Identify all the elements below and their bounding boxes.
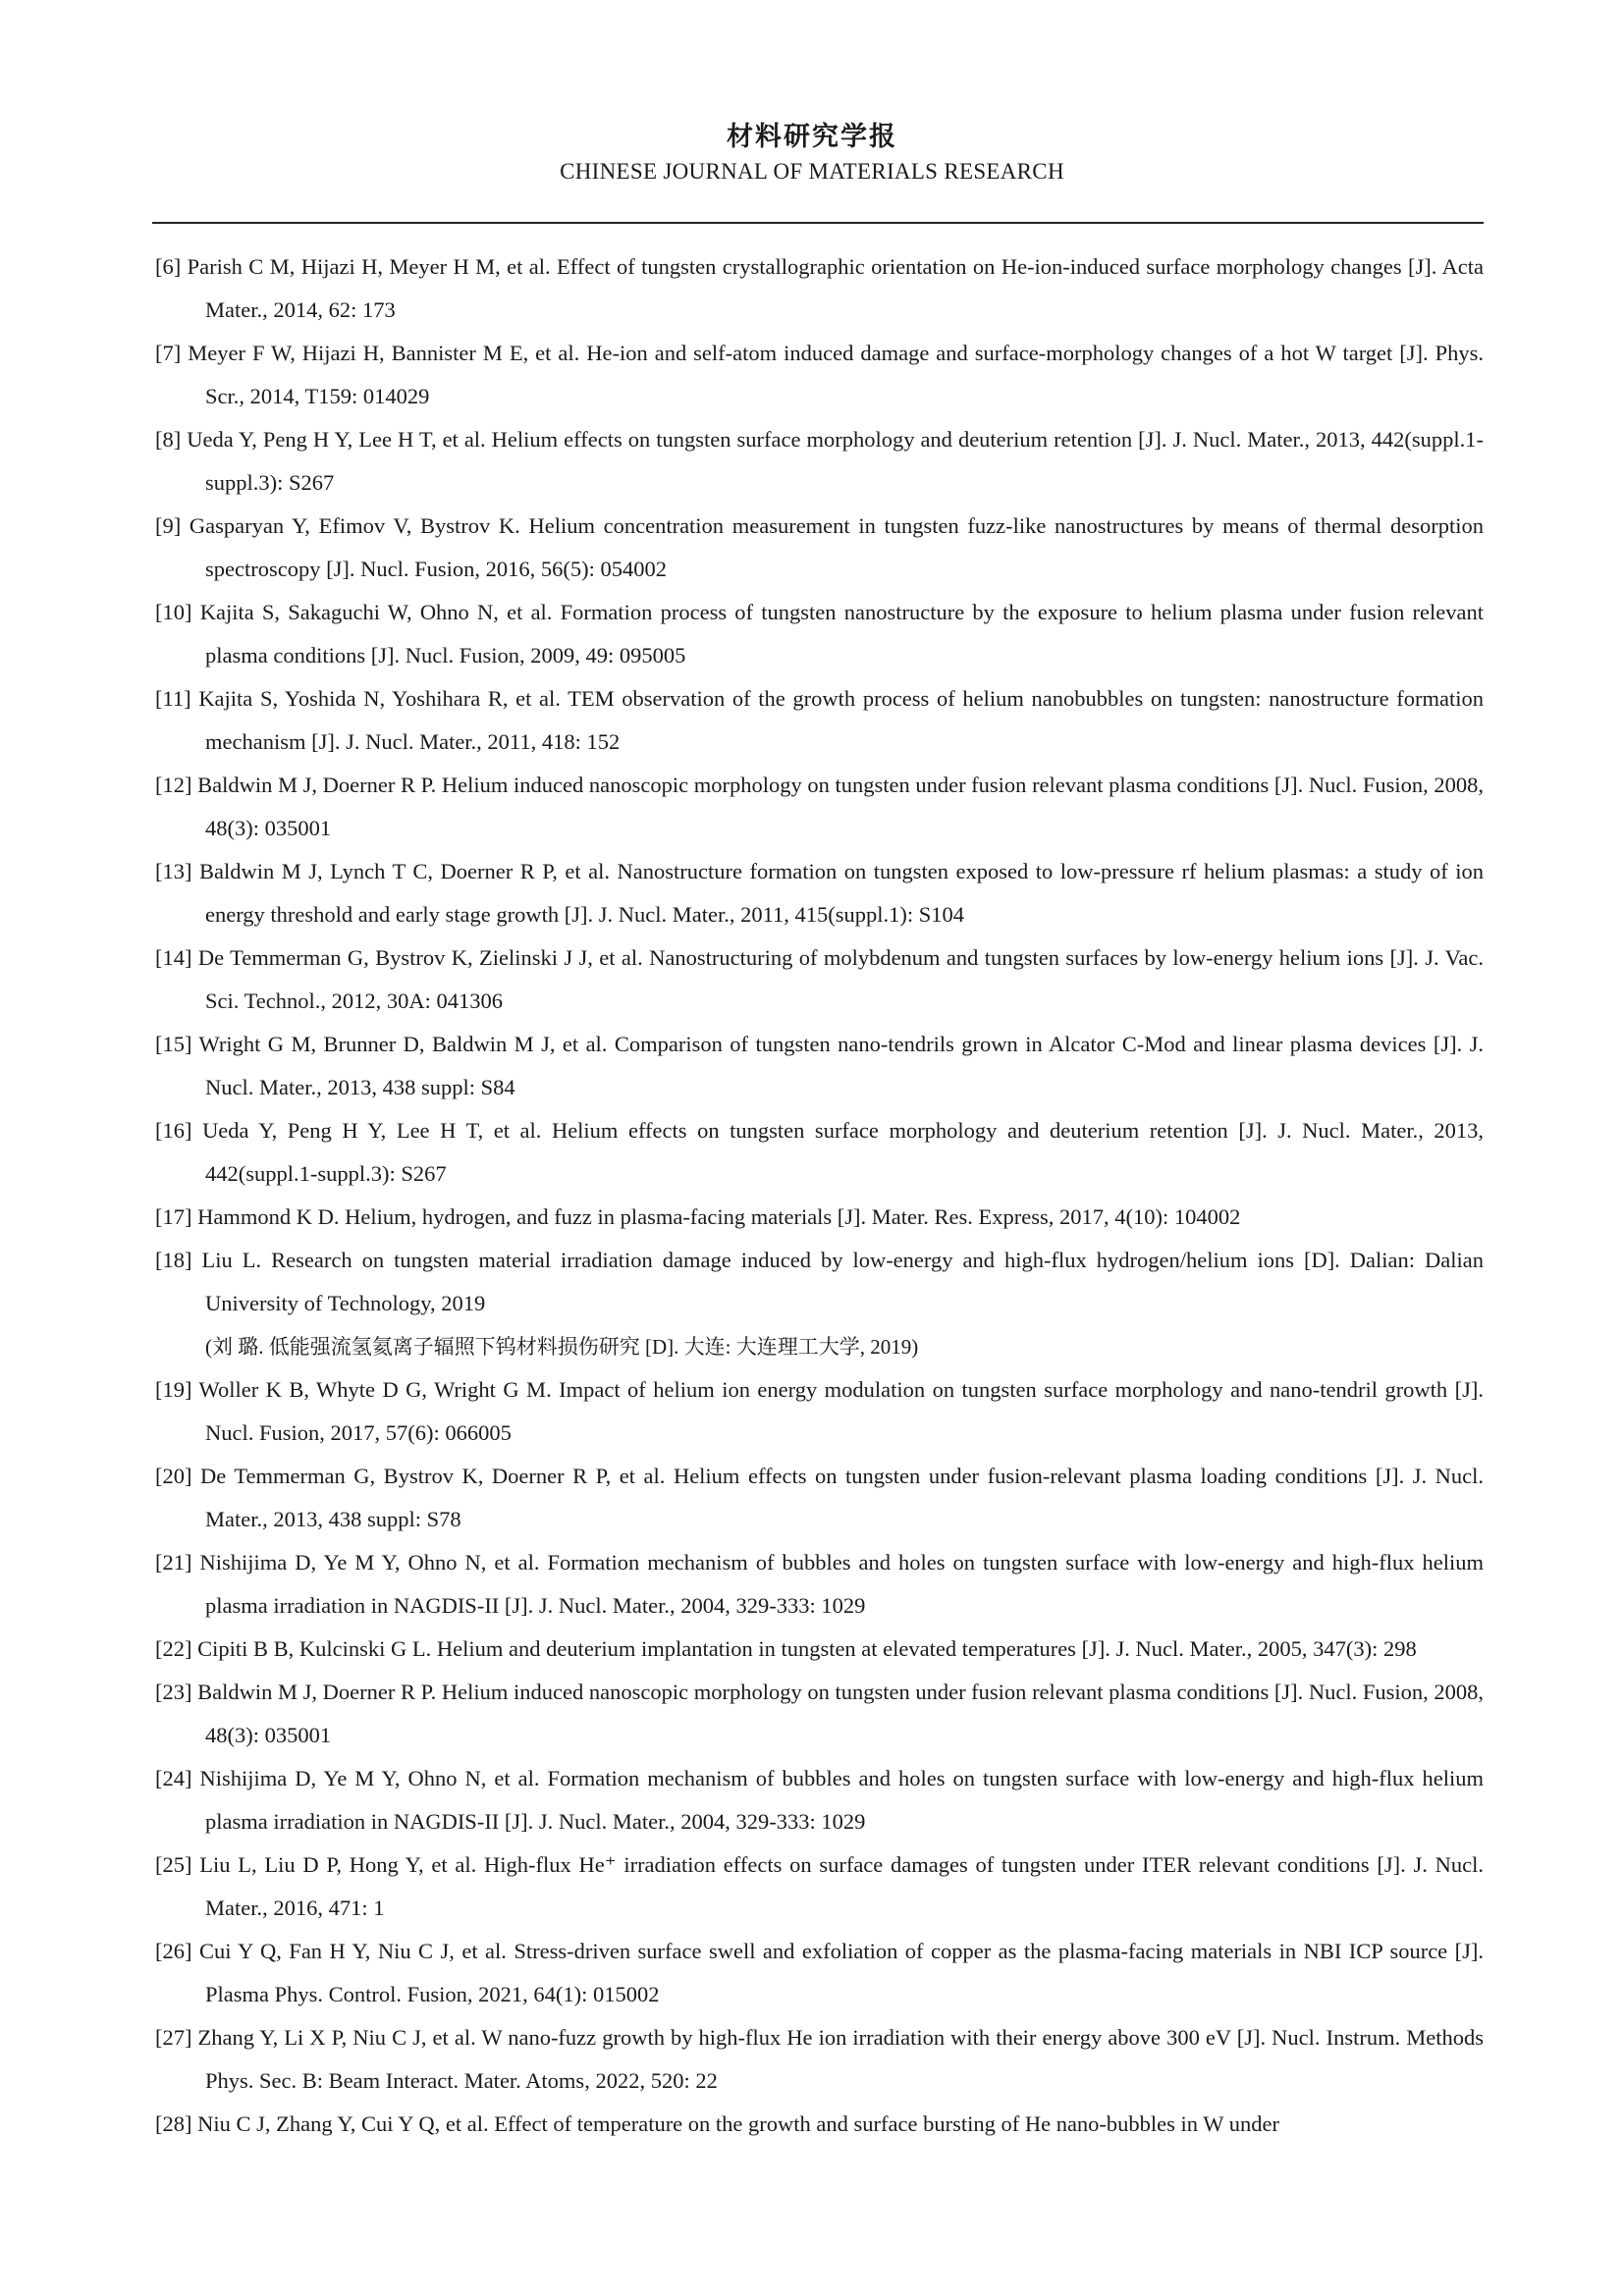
reference-item (155, 677, 1484, 764)
reference-item (155, 332, 1484, 418)
reference-text: Parish C M, Hijazi H, Meyer H M, et al. Effect of tungsten crystallographic orientation on He-ion-induced surface morphology changes [J]. Acta Mater., 2014, 62: 173 (187, 254, 1484, 322)
reference-item (155, 1843, 1484, 1930)
reference-text: Zhang Y, Li X P, Niu C J, et al. W nano-fuzz growth by high-flux He ion irradiation with their energy above 300 eV [J]. Nucl. Instrum. Methods Phys. Sec. B: Beam Interact. Mater. Atoms, 2022, 520: 22 (197, 2025, 1484, 2093)
reference-number: [16] (155, 1118, 192, 1143)
reference-text: Ueda Y, Peng H Y, Lee H T, et al. Helium effects on tungsten surface morphology and deuterium retention [J]. J. Nucl. Mater., 2013, 442(suppl.1-suppl.3): S267 (202, 1118, 1484, 1186)
reference-item (155, 850, 1484, 936)
reference-item (155, 1757, 1484, 1843)
reference-number: [7] (155, 341, 182, 365)
reference-item (155, 245, 1484, 332)
reference-number: [18] (155, 1248, 192, 1272)
reference-number: [15] (155, 1032, 192, 1056)
reference-text: Hammond K D. Helium, hydrogen, and fuzz in plasma-facing materials [J]. Mater. Res. Express, 2017, 4(10): 104002 (197, 1204, 1241, 1229)
reference-item (155, 1930, 1484, 2016)
reference-number: [21] (155, 1550, 192, 1575)
reference-text: Ueda Y, Peng H Y, Lee H T, et al. Helium effects on tungsten surface morphology and deuterium retention [J]. J. Nucl. Mater., 2013, 442(suppl.1-suppl.3): S267 (187, 427, 1485, 495)
reference-item (155, 1196, 1484, 1239)
header-divider (152, 222, 1484, 224)
journal-title-chinese: 材料研究学报 (727, 122, 897, 152)
reference-number: [24] (155, 1766, 192, 1790)
reference-text: Gasparyan Y, Efimov V, Bystrov K. Helium concentration measurement in tungsten fuzz-like nanostructures by means of thermal desorption spectroscopy [J]. Nucl. Fusion, 2016, 56(5): 054002 (189, 513, 1485, 581)
reference-item (155, 1671, 1484, 1757)
reference-number: [6] (155, 254, 182, 279)
reference-item (155, 936, 1484, 1023)
reference-number: [22] (155, 1636, 192, 1661)
reference-number: [26] (155, 1939, 192, 1963)
reference-text: Liu L, Liu D P, Hong Y, et al. High-flux He⁺ irradiation effects on surface damages of tungsten under ITER relevant conditions [J]. J. Nucl. Mater., 2016, 471: 1 (199, 1852, 1485, 1920)
reference-item (155, 591, 1484, 677)
reference-translation: (刘 璐. 低能强流氢氦离子辐照下钨材料损伤研究 [D]. 大连: 大连理工大学, 2019) (205, 1335, 919, 1359)
reference-item (155, 2016, 1484, 2103)
reference-text: Cui Y Q, Fan H Y, Niu C J, et al. Stress-driven surface swell and exfoliation of copper as the plasma-facing materials in NBI ICP source [J]. Plasma Phys. Control. Fusion, 2021, 64(1): 015002 (198, 1939, 1484, 2006)
reference-text: Baldwin M J, Doerner R P. Helium induced nanoscopic morphology on tungsten under fusion relevant plasma conditions [J]. Nucl. Fusion, 2008, 48(3): 035001 (197, 1680, 1485, 1747)
reference-text: Wright G M, Brunner D, Baldwin M J, et al. Comparison of tungsten nano-tendrils grown in Alcator C-Mod and linear plasma devices [J]. J. Nucl. Mater., 2013, 438 suppl: S84 (198, 1032, 1485, 1099)
reference-item (155, 1368, 1484, 1455)
reference-number: [11] (155, 686, 191, 711)
reference-number: [14] (155, 945, 192, 970)
reference-number: [25] (155, 1852, 192, 1877)
reference-number: [28] (155, 2111, 192, 2136)
reference-number: [20] (155, 1464, 192, 1488)
reference-text: Meyer F W, Hijazi H, Bannister M E, et al. He-ion and self-atom induced damage and surface-morphology changes of a hot W target [J]. Phys. Scr., 2014, T159: 014029 (188, 341, 1484, 408)
reference-item (155, 1628, 1484, 1671)
reference-text: Liu L. Research on tungsten material irradiation damage induced by low-energy and high-flux hydrogen/helium ions [D]. Dalian: Dalian University of Technology, 2019 (201, 1248, 1485, 1315)
reference-text: Nishijima D, Ye M Y, Ohno N, et al. Formation mechanism of bubbles and holes on tungsten surface with low-energy and high-flux helium plasma irradiation in NAGDIS-II [J]. J. Nucl. Mater., 2004, 329-333: 1029 (199, 1766, 1484, 1834)
reference-list (155, 245, 1484, 2146)
reference-item (155, 1023, 1484, 1109)
reference-number: [10] (155, 600, 192, 624)
reference-text: Baldwin M J, Doerner R P. Helium induced nanoscopic morphology on tungsten under fusion relevant plasma conditions [J]. Nucl. Fusion, 2008, 48(3): 035001 (197, 773, 1485, 840)
reference-text: De Temmerman G, Bystrov K, Doerner R P, et al. Helium effects on tungsten under fusion-relevant plasma loading conditions [J]. J. Nucl. Mater., 2013, 438 suppl: S78 (200, 1464, 1484, 1531)
reference-text: Kajita S, Yoshida N, Yoshihara R, et al. TEM observation of the growth process of helium nanobubbles on tungsten: nanostructure formation mechanism [J]. J. Nucl. Mater., 2011, 418: 152 (198, 686, 1484, 754)
reference-text: Niu C J, Zhang Y, Cui Y Q, et al. Effect of temperature on the growth and surface bursting of He nano-bubbles in W under (197, 2111, 1279, 2136)
reference-number: [8] (155, 427, 182, 452)
reference-text: Nishijima D, Ye M Y, Ohno N, et al. Formation mechanism of bubbles and holes on tungsten surface with low-energy and high-flux helium plasma irradiation in NAGDIS-II [J]. J. Nucl. Mater., 2004, 329-333: 1029 (199, 1550, 1484, 1618)
reference-item (155, 418, 1484, 505)
reference-number: [23] (155, 1680, 192, 1704)
reference-item (155, 1109, 1484, 1196)
reference-number: [27] (155, 2025, 192, 2050)
reference-number: [9] (155, 513, 182, 538)
reference-text: Baldwin M J, Lynch T C, Doerner R P, et al. Nanostructure formation on tungsten exposed to low-pressure rf helium plasmas: a study of ion energy threshold and early stage growth [J]. J. Nucl. Mater., 2011, 415(suppl.1): S104 (199, 859, 1484, 927)
reference-item (155, 2103, 1484, 2146)
reference-item (155, 1541, 1484, 1628)
reference-item (155, 1455, 1484, 1541)
reference-number: [13] (155, 859, 192, 883)
reference-text: Kajita S, Sakaguchi W, Ohno N, et al. Formation process of tungsten nanostructure by the exposure to helium plasma under fusion relevant plasma conditions [J]. Nucl. Fusion, 2009, 49: 095005 (199, 600, 1485, 667)
reference-number: [17] (155, 1204, 192, 1229)
journal-title-english: CHINESE JOURNAL OF MATERIALS RESEARCH (560, 159, 1064, 184)
reference-text: De Temmerman G, Bystrov K, Zielinski J J, et al. Nanostructuring of molybdenum and tungsten surfaces by low-energy helium ions [J]. J. Vac. Sci. Technol., 2012, 30A: 041306 (197, 945, 1485, 1013)
reference-text: Cipiti B B, Kulcinski G L. Helium and deuterium implantation in tungsten at elevated temperatures [J]. J. Nucl. Mater., 2005, 347(3): 298 (197, 1636, 1417, 1661)
reference-item (155, 505, 1484, 591)
reference-number: [12] (155, 773, 192, 797)
reference-item (155, 1239, 1484, 1368)
reference-number: [19] (155, 1377, 192, 1402)
reference-item (155, 764, 1484, 850)
reference-text: Woller K B, Whyte D G, Wright G M. Impact of helium ion energy modulation on tungsten surface morphology and nano-tendril growth [J]. Nucl. Fusion, 2017, 57(6): 066005 (198, 1377, 1485, 1445)
